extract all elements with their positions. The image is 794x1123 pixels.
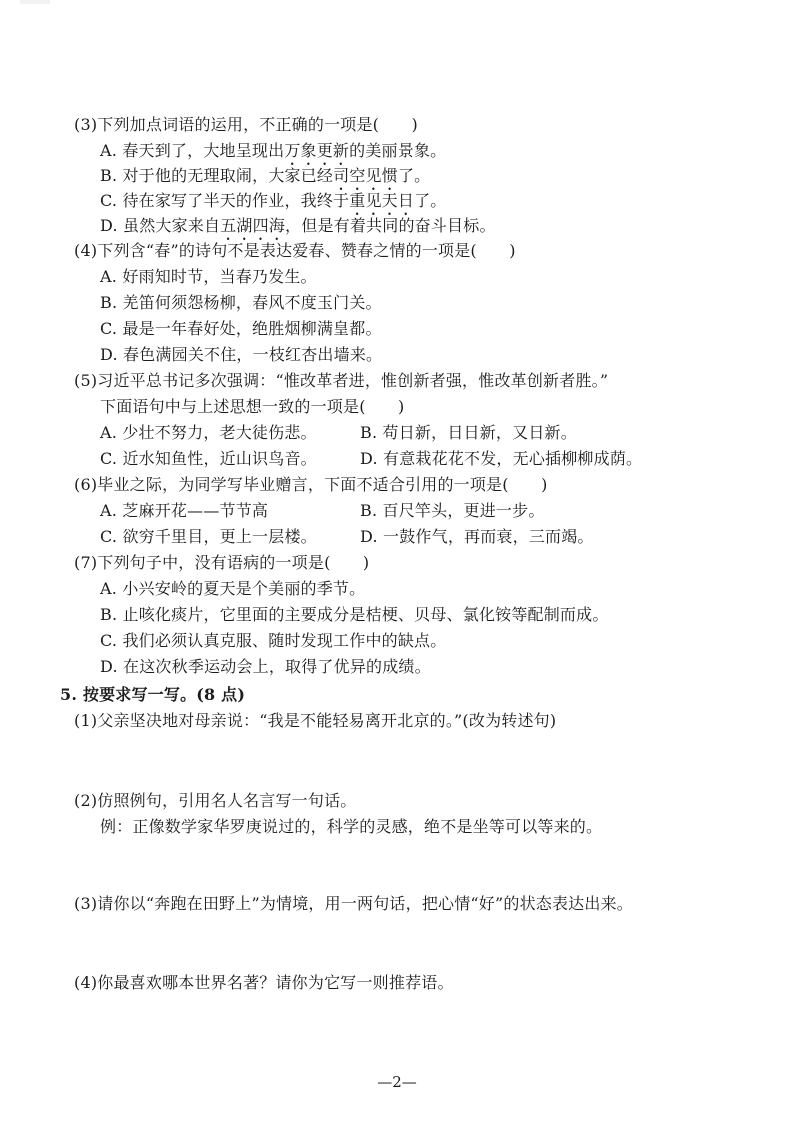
q3-option-c-post: 了。 xyxy=(414,191,447,210)
q6-option-c: C. 欲穷千里目，更上一层楼。 xyxy=(100,527,317,546)
q4-option-d: D. 春色满园关不住，一枝红杏出墙来。 xyxy=(100,345,383,364)
q6-option-b: B. 百尺竿头，更进一步。 xyxy=(360,501,545,520)
q7-option-a: A. 小兴安岭的夏天是个美丽的季节。 xyxy=(100,579,366,598)
q7-option-d: D. 在这次秋季运动会上，取得了优异的成绩。 xyxy=(100,657,431,676)
q3-option-c-emphasis: 重见天日 xyxy=(349,191,415,210)
q3-option-a-post: 的美丽景象。 xyxy=(349,141,447,160)
section5-item4: (4)你最喜欢哪本世界名著？请你为它写一则推荐语。 xyxy=(74,973,454,992)
q3-stem: (3)下列加点词语的运用，不正确的一项是( ) xyxy=(74,115,418,134)
q5-option-d: D. 有意栽花花不发，无心插柳柳成荫。 xyxy=(360,449,643,468)
q6-stem: (6)毕业之际，为同学写毕业赠言，下面不适合引用的一项是( ) xyxy=(74,475,548,494)
q3-option-b-post: 了。 xyxy=(397,166,431,185)
q4-option-b: B. 羌笛何须怨杨柳，春风不度玉门关。 xyxy=(100,293,382,312)
section5-item1: (1)父亲坚决地对母亲说：“我是不能轻易离开北京的。”(改为转述句) xyxy=(74,711,557,730)
section5-heading: 5. 按要求写一写。(8 点) xyxy=(60,685,246,704)
q3-option-a-pre: A. 春天到了，大地呈现出 xyxy=(100,141,285,160)
q3-option-b-pre: B. 对于他的无理取闹，大家已经 xyxy=(100,166,334,185)
q5-option-c: C. 近水知鱼性，近山识鸟音。 xyxy=(100,449,317,468)
q4-stem: (4)下列含“春”的诗句不是表达爱春、赞春之情的一项是( ) xyxy=(74,241,516,260)
q7-option-c: C. 我们必须认真克服、随时发现工作中的缺点。 xyxy=(100,631,447,650)
q5-stem-line2: 下面语句中与上述思想一致的一项是( ) xyxy=(100,397,405,416)
q6-option-d: D. 一鼓作气，再而衰，三而竭。 xyxy=(360,527,594,546)
q5-option-b: B. 苟日新，日日新，又日新。 xyxy=(360,423,577,442)
q5-stem-line1: (5)习近平总书记多次强调：“惟改革者进，惟创新者强，惟改革创新者胜。” xyxy=(74,371,609,390)
q3-option-d-post: ，但是有着共同的奋斗目标。 xyxy=(285,216,496,235)
q3-option-c-pre: C. 待在家写了半天的作业，我终于 xyxy=(100,191,350,210)
q4-option-a: A. 好雨知时节，当春乃发生。 xyxy=(100,267,317,286)
q6-option-a: A. 芝麻开花——节节高 xyxy=(100,501,269,520)
q3-option-a-emphasis: 万象更新 xyxy=(284,141,350,160)
q3-option-d-emphasis: 五湖四海 xyxy=(220,216,286,235)
q7-stem: (7)下列句子中，没有语病的一项是( ) xyxy=(74,553,370,572)
section5-item2-example: 例：正像数学家华罗庚说过的，科学的灵感，绝不是坐等可以等来的。 xyxy=(100,817,603,836)
q4-option-c: C. 最是一年春好处，绝胜烟柳满皇都。 xyxy=(100,319,382,338)
section5-item2: (2)仿照例句，引用名人名言写一句话。 xyxy=(74,791,357,810)
q3-option-b-emphasis: 司空见惯 xyxy=(333,166,398,185)
scan-edge-mark xyxy=(20,0,50,4)
q5-option-a: A. 少壮不努力，老大徒伤悲。 xyxy=(100,423,317,442)
q7-option-b: B. 止咳化痰片，它里面的主要成分是桔梗、贝母、氯化铵等配制而成。 xyxy=(100,605,609,624)
q3-option-d-pre: D. 虽然大家来自 xyxy=(100,216,221,235)
page-number: —2— xyxy=(377,1073,417,1091)
section5-item3: (3)请你以“奔跑在田野上”为情境，用一两句话，把心情“好”的状态表达出来。 xyxy=(74,894,633,913)
